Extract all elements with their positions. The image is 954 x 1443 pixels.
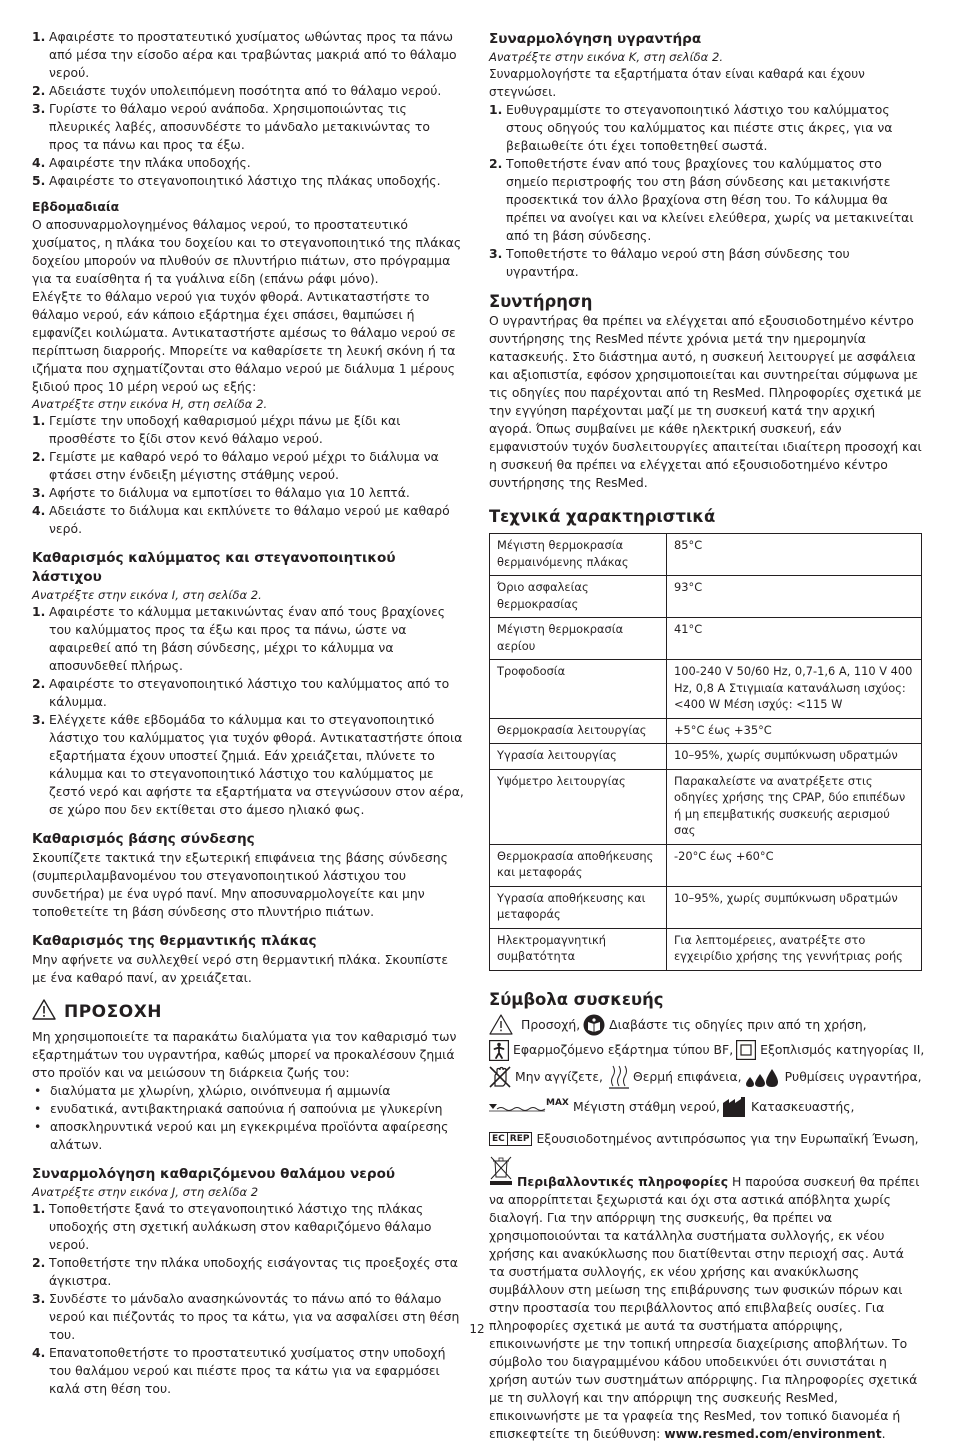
caution-bullet: • ενυδατικά, αντιβακτηριακά σαπούνια ή σαπούνια με γλυκερίνη <box>32 1100 464 1118</box>
figure-reference: Ανατρέξτε στην εικόνα I, στη σελίδα 2. <box>32 588 262 602</box>
left-column <box>32 28 464 1398</box>
step-number: 2. <box>489 156 503 171</box>
caution-bullet: • αποσκληρυντικά νερού και μη εγκεκριμένα προϊόντα αφαίρεσης αλάτων. <box>32 1118 464 1154</box>
step-number: 1. <box>32 29 46 44</box>
ec-label: EC <box>492 1133 505 1144</box>
read-instructions-label: Διαβάστε τις οδηγίες πριν από τη χρήση, <box>609 1016 867 1032</box>
step-number: 3. <box>32 101 46 116</box>
read-instructions-icon <box>583 1014 605 1036</box>
spec-row <box>490 576 922 618</box>
caution-paragraph: Μη χρησιμοποιείτε τα παρακάτω διαλύματα για τον καθαρισμό των εξαρτημάτων του υγραντήρα, καθώς μπορεί να προκαλέσουν ζημιά στο προϊόν και να μειώσουν τη διάρκεια ζωής του: <box>32 1029 457 1080</box>
spec-row <box>490 769 922 844</box>
spec-value: 10–95%, χωρίς συμπύκνωση υδρατμών <box>667 744 922 770</box>
step-item <box>32 154 464 172</box>
spec-value: 41°C <box>667 618 922 660</box>
spec-value: Παρακαλείστε να ανατρέξετε στις οδηγίες χρήσης της CPAP, δύο επιπέδων ή μη επεμβατικής συσκευής αερισμού σας <box>667 769 922 844</box>
spec-value: +5°C έως +35°C <box>667 718 922 744</box>
dock-paragraph: Σκουπίζετε τακτικά την εξωτερική επιφάνεια της βάσης σύνδεσης (συμπεριλαμβανομένου του στεγανοποιητικού λάστιχου του συνδετήρα) με ένα υγρό πανί. Μην αποσυναρμολογείτε και μην τοποθετείτε τη βάση σύνδεσης στο πλυντήριο πιάτων. <box>32 850 448 919</box>
caution-bullet: • διαλύματα με χλωρίνη, χλώριο, οινόπνευμα ή αμμωνία <box>32 1082 464 1100</box>
crossed-bin-icon <box>489 1155 513 1185</box>
step-text: Ευθυγραμμίστε το στεγανοποιητικό λάστιχο του καλύμματος στους οδηγούς του καλύμματος και πιέστε στις άκρες, για να βεβαιωθείτε ότι έχει τοποθετηθεί σωστά. <box>506 102 893 153</box>
step-number: 4. <box>32 1345 46 1360</box>
spec-row <box>490 886 922 928</box>
rep-label: REP <box>507 1133 532 1145</box>
service-paragraph: Ο υγραντήρας θα πρέπει να ελέγχεται από εξουσιοδοτημένο κέντρο συντήρησης της ResMed πέντε χρόνια μετά την ημερομηνία κατασκευής. Στο διάστημα αυτό, η συσκευή λειτουργεί με ασφάλεια και αξιοπιστία, εφόσον χρησιμοποιείται και συντηρείται σύμφωνα με τις οδηγίες που παρέχονται από τη ResMed. Πληροφορίες σχετικά με την εγγύηση παρέχονται μαζί με τη συσκευή κατά την αρχική αγορά. Όπως συμβαίνει με κάθε ηλεκτρική συσκευή, εάν εμφανιστούν τυχόν δυσλειτουργίες απαιτείται ιδιαίτερη προσοχή και η συσκευή θα πρέπει να ελέγχεται από εξουσιοδοτημένο κέντρο συντήρησης της ResMed. <box>489 313 922 490</box>
environment-end-dot: . <box>881 1425 886 1441</box>
spec-row <box>490 928 922 970</box>
step-text: Τοποθετήστε την πλάκα υποδοχής εισάγοντας τις προεξοχές στα άγκιστρα. <box>49 1255 458 1288</box>
step-text: Γεμίστε με καθαρό νερό το θάλαμο νερού μέχρι το διάλυμα να φτάσει στην ένδειξη μέγιστης στάθμης νερού. <box>49 449 439 482</box>
lid-steps <box>32 603 464 819</box>
step-text: Αφαιρέστε το στεγανοποιητικό λάστιχο της πλάκας υποδοχής. <box>49 173 441 188</box>
step-item <box>489 245 922 281</box>
spec-value: Για λεπτομέρειες, ανατρέξτε στο εγχειρίδιο χρήσης της γεννήτριας ροής <box>667 928 922 970</box>
spec-key: Θερμοκρασία λειτουργίας <box>490 718 667 744</box>
spec-key: Υγρασία λειτουργίας <box>490 744 667 770</box>
figure-reference: Ανατρέξτε στην εικόνα H, στη σελίδα 2. <box>32 397 268 411</box>
max-water-level-icon <box>489 1097 569 1114</box>
step-item <box>32 1254 464 1290</box>
assembly-heading: Συναρμολόγηση υγραντήρα <box>489 31 702 47</box>
symbols-row-2 <box>489 1040 925 1061</box>
dock-cleaning-heading: Καθαρισμός βάσης σύνδεσης <box>32 831 255 847</box>
step-item <box>32 28 464 82</box>
spec-key: Τροφοδοσία <box>490 660 667 719</box>
step-item <box>32 502 464 538</box>
warning-triangle-icon <box>32 999 56 1025</box>
environment-text: Η παρούσα συσκευή θα πρέπει να απορρίπτεται ξεχωριστά και όχι στα αστικά απόβλητα χωρίς διαλογή. Για την απόρριψη της συσκευής, θα πρέπει να χρησιμοποιούνται τα κατάλληλα συστήματα συλλογής, εκ νέου χρήσης και ανακύκλωσης που διατίθενται στην περιοχή σας. Αυτά τα συστήματα συλλογής, εκ νέου χρήσης και ανακύκλωσης συμβάλλουν στη μείωση της επιβάρυνσης των φυσικών πόρων και στην προστασία του περιβάλλοντος από επιβλαβείς ουσίες. Για πληροφορίες σχετικά με αυτά τα συστήματα απόρριψης, επικοινωνήστε με την τοπική υπηρεσία διαχείρισης αποβλήτων. Το σύμβολο του διαγραμμένου κάδου υποδεικνύει ότι συνιστάται η χρήση αυτών των συστημάτων απόρριψης. Για πληροφορίες σχετικά με τη συλλογή και την απόρριψη της συσκευής ResMed, επικοινωνήστε με τα γραφεία της ResMed, τον τοπικό διανομέα ή επισκεφτείτε τη διεύθυνση: <box>489 1173 920 1441</box>
spec-key: Θερμοκρασία αποθήκευσης και μεταφοράς <box>490 844 667 886</box>
step-text: Γυρίστε το θάλαμο νερού ανάποδα. Χρησιμοποιώντας τις πλευρικές λαβές, αποσυνδέστε το μάνδαλο μετακινώντας το προς τα πάνω και προς τα έξω. <box>49 101 430 152</box>
hot-surface-icon <box>609 1065 629 1089</box>
caution-triangle-icon <box>489 1014 513 1035</box>
step-item <box>32 675 464 711</box>
humidity-settings-label: Ρυθμίσεις υγραντήρα, <box>784 1068 922 1084</box>
step-item <box>32 1344 464 1398</box>
class-ii-icon <box>736 1040 756 1060</box>
do-not-touch-label: Μην αγγίζετε, <box>515 1068 603 1084</box>
step-number: 3. <box>489 246 503 261</box>
right-column <box>489 30 925 1443</box>
step-text: Αφαιρέστε το κάλυμμα μετακινώντας έναν από τους βραχίονες του καλύμματος προς τα έξω και προς τα πάνω, ώστε να αφαιρεθεί από τη βάση σύνδεσης, μέχρι το κάλυμμα να αποσυνδεθεί πλήρως. <box>49 604 446 673</box>
step-number: 3. <box>32 712 46 727</box>
spec-value: 100-240 V 50/60 Hz, 0,7-1,6 A, 110 V 400 Hz, 0,8 A Στιγμιαία κατανάλωση ισχύος: <400 W Μέση ισχύς: <115 W <box>667 660 922 719</box>
caution-symbol-label: Προσοχή, <box>521 1016 581 1032</box>
step-text: Τοποθετήστε το θάλαμο νερού στη βάση σύνδεσης του υγραντήρα. <box>506 246 850 279</box>
spec-key: Μέγιστη θερμοκρασία αερίου <box>490 618 667 660</box>
caution-heading <box>32 999 464 1025</box>
step-item <box>32 603 464 675</box>
step-item <box>32 100 464 154</box>
symbols-heading: Σύμβολα συσκευής <box>489 989 664 1009</box>
spec-row <box>490 660 922 719</box>
assembly-intro: Συναρμολογήστε τα εξαρτήματα όταν είναι καθαρά και έχουν στεγνώσει. <box>489 67 865 99</box>
caution-list <box>32 1082 464 1154</box>
max-label: MAX <box>546 1097 569 1108</box>
manufacturer-label: Κατασκευαστής, <box>750 1098 855 1114</box>
step-number: 2. <box>32 449 46 464</box>
figure-reference: Ανατρέξτε στην εικόνα K, στη σελίδα 2. <box>489 50 724 64</box>
step-item <box>489 101 922 155</box>
spec-key: Υψόμετρο λειτουργίας <box>490 769 667 844</box>
spec-key: Μέγιστη θερμοκρασία θερμαινόμενης πλάκας <box>490 534 667 576</box>
step-item <box>32 1200 464 1254</box>
step-text: Τοποθετήστε ξανά το στεγανοποιητικό λάστιχο της πλάκας υποδοχής στη σχετική αυλάκωση στον καθαριζόμενο θάλαμο νερού. <box>49 1201 432 1252</box>
spec-row <box>490 744 922 770</box>
step-number: 3. <box>32 1291 46 1306</box>
spec-key: Ηλεκτρομαγνητική συμβατότητα <box>490 928 667 970</box>
max-water-level-label: Μέγιστη στάθμη νερού, <box>573 1098 720 1114</box>
step-text: Συνδέστε το μάνδαλο ανασηκώνοντάς το πάνω από το θάλαμο νερού και πιέζοντάς το προς τα κάτω, για να ασφαλίσει στη θέση του. <box>49 1291 460 1342</box>
manufacturer-icon <box>723 1097 747 1117</box>
step-number: 5. <box>32 173 46 188</box>
caution-title: ΠΡΟΣΟΧΗ <box>64 1002 163 1022</box>
bf-applied-part-icon <box>489 1040 509 1061</box>
symbols-row-4 <box>489 1097 922 1117</box>
step-number: 2. <box>32 1255 46 1270</box>
symbols-row-3 <box>489 1065 922 1089</box>
hot-surface-label: Θερμή επιφάνεια, <box>632 1068 742 1084</box>
bf-applied-part-label: Εφαρμοζόμενο εξάρτημα τύπου BF, <box>513 1042 734 1057</box>
step-text: Αφαιρέστε το στεγανοποιητικό λάστιχο του καλύμματος από το κάλυμμα. <box>49 676 450 709</box>
weekly-heading: Εβδομαδιαία <box>32 199 120 214</box>
service-heading: Συντήρηση <box>489 292 593 311</box>
plate-cleaning-heading: Καθαρισμός της θερμαντικής πλάκας <box>32 933 317 949</box>
ec-rep-icon <box>489 1132 532 1146</box>
spec-key: Όριο ασφαλείας θερμοκρασίας <box>490 576 667 618</box>
step-number: 1. <box>32 413 46 428</box>
spec-row <box>490 718 922 744</box>
step-number: 4. <box>32 503 46 518</box>
step-number: 1. <box>489 102 503 117</box>
do-not-touch-icon <box>489 1066 511 1088</box>
step-text: Αφήστε το διάλυμα να εμποτίσει το θάλαμο για 10 λεπτά. <box>49 485 410 500</box>
step-item <box>32 412 464 448</box>
lid-cleaning-heading: Καθαρισμός καλύμματος και στεγανοποιητικού λάστιχου <box>32 550 396 585</box>
spec-value: 93°C <box>667 576 922 618</box>
weekly-paragraph-2: Ελέγξτε το θάλαμο νερού για τυχόν φθορά. Αντικαταστήστε το θάλαμο νερού, εάν κάποιο εξάρτημα έχει σπάσει, θαμπώσει ή εμφανίζει κοιλώματα. Αντικαταστήστε αμέσως το θάλαμο νερού σε περίπτωση διαρροής. Μπορείτε να καθαρίσετε τη λευκή σκόνη ή τα ιζήματα που σχηματίζονται στο θάλαμο νερού με διάλυμα 1 μέρους ξιδιού προς 10 μέρη νερού ως εξής: <box>32 289 456 394</box>
page-number: 12 <box>469 1322 485 1336</box>
spec-row <box>490 534 922 576</box>
step-item <box>32 82 464 100</box>
step-item <box>32 484 464 502</box>
weekly-paragraph-1: Ο αποσυναρμολογημένος θάλαμος νερού, το προστατευτικό χυσίματος, η πλάκα του δοχείου και το στεγανοποιητικό της πλάκας δοχείου μπορούν να πλυθούν σε πλυντήριο πιάτων, στο πρόγραμμα για τα ευαίσθητα ή τα γυάλινα είδη (επάνω ράφι μόνο). <box>32 217 462 286</box>
step-text: Γεμίστε την υποδοχή καθαρισμού μέχρι πάνω με ξίδι και προσθέστε το ξίδι στον κενό θάλαμο νερού. <box>49 413 401 446</box>
step-number: 2. <box>32 676 46 691</box>
step-text: Επανατοποθετήστε το προστατευτικό χυσίματος στην υποδοχή του θαλάμου νερού και πιέστε προς τα κάτω για να εφαρμόσει καλά στη θέση του. <box>49 1345 446 1396</box>
ec-rep-text: Εξουσιοδοτημένος αντιπρόσωπος για την Ευρωπαϊκή Ένωση, <box>536 1130 919 1146</box>
spec-row <box>490 618 922 660</box>
step-number: 4. <box>32 155 46 170</box>
specs-heading: Τεχνικά χαρακτηριστικά <box>489 507 716 526</box>
step-item <box>32 448 464 484</box>
spec-key: Υγρασία αποθήκευσης και μεταφοράς <box>490 886 667 928</box>
environment-section <box>489 1155 922 1443</box>
figure-reference: Ανατρέξτε στην εικόνα J, στη σελίδα 2 <box>32 1185 259 1199</box>
plate-paragraph: Μην αφήνετε να συλλεχθεί νερό στη θερμαντική πλάκα. Σκουπίστε με ένα καθαρό πανί, αν χρειάζεται. <box>32 952 449 985</box>
symbols-row-5 <box>489 1129 922 1149</box>
specs-table <box>489 533 922 971</box>
environment-title: Περιβαλλοντικές πληροφορίες <box>517 1173 729 1189</box>
humidity-drops-icon <box>745 1066 781 1088</box>
reassembly-heading: Συναρμολόγηση καθαριζόμενου θαλάμου νερού <box>32 1166 396 1182</box>
step-item <box>489 155 922 245</box>
symbols-row-1 <box>489 1014 922 1036</box>
spec-row <box>490 844 922 886</box>
step-text: Αδειάστε τυχόν υπολειπόμενη ποσότητα από το θάλαμο νερού. <box>49 83 442 98</box>
environment-paragraph <box>489 1173 922 1443</box>
step-number: 1. <box>32 1201 46 1216</box>
step-number: 2. <box>32 83 46 98</box>
step-number: 1. <box>32 604 46 619</box>
spec-value: 10–95%, χωρίς συμπύκνωση υδρατμών <box>667 886 922 928</box>
step-item <box>32 711 464 819</box>
step-item <box>32 172 464 190</box>
step-text: Αφαιρέστε το προστατευτικό χυσίματος ωθώντας προς τα πάνω από μέσα την είσοδο αέρα και τραβώντας μακριά από το θάλαμο νερού. <box>49 29 457 80</box>
step-text: Αφαιρέστε την πλάκα υποδοχής. <box>49 155 251 170</box>
step-text: Ελέγχετε κάθε εβδομάδα το κάλυμμα και το στεγανοποιητικό λάστιχο του καλύμματος για τυχόν φθορά. Αντικαταστήστε όποια εξαρτήματα έχουν υποστεί ζημιά. Εάν χρειάζεται, πλύνετε το κάλυμμα και το στεγανοποιητικό λάστιχο του καλύμματος με ζεστό νερό και αφήστε τα εξαρτήματα να στεγνώσουν στον αέρα, σε χώρο που δεν εκτίθεται στο άμεσο ηλιακό φως. <box>49 712 464 817</box>
reassembly-steps <box>32 1200 464 1398</box>
class-ii-label: Εξοπλισμός κατηγορίας II, <box>760 1042 925 1057</box>
assembly-steps <box>489 101 922 281</box>
step-text: Αδειάστε το διάλυμα και εκπλύνετε το θάλαμο νερού με καθαρό νερό. <box>49 503 450 536</box>
step-text: Τοποθετήστε έναν από τους βραχίονες του καλύμματος στο σημείο περιστροφής του στη βάση σύνδεσης και μετακινήστε προσεκτικά τον άλλο βραχίονα στη θέση του. Το κάλυμμα θα πρέπει να ανοίγει και να κλείνει ελεύθερα, χωρίς να μετακινείται από τη βάση σύνδεσης. <box>506 156 914 243</box>
step-number: 3. <box>32 485 46 500</box>
environment-link[interactable]: www.resmed.com/environment <box>664 1425 882 1441</box>
vinegar-steps <box>32 412 464 538</box>
spec-value: 85°C <box>667 534 922 576</box>
spec-value: -20°C έως +60°C <box>667 844 922 886</box>
disassembly-steps <box>32 28 464 190</box>
